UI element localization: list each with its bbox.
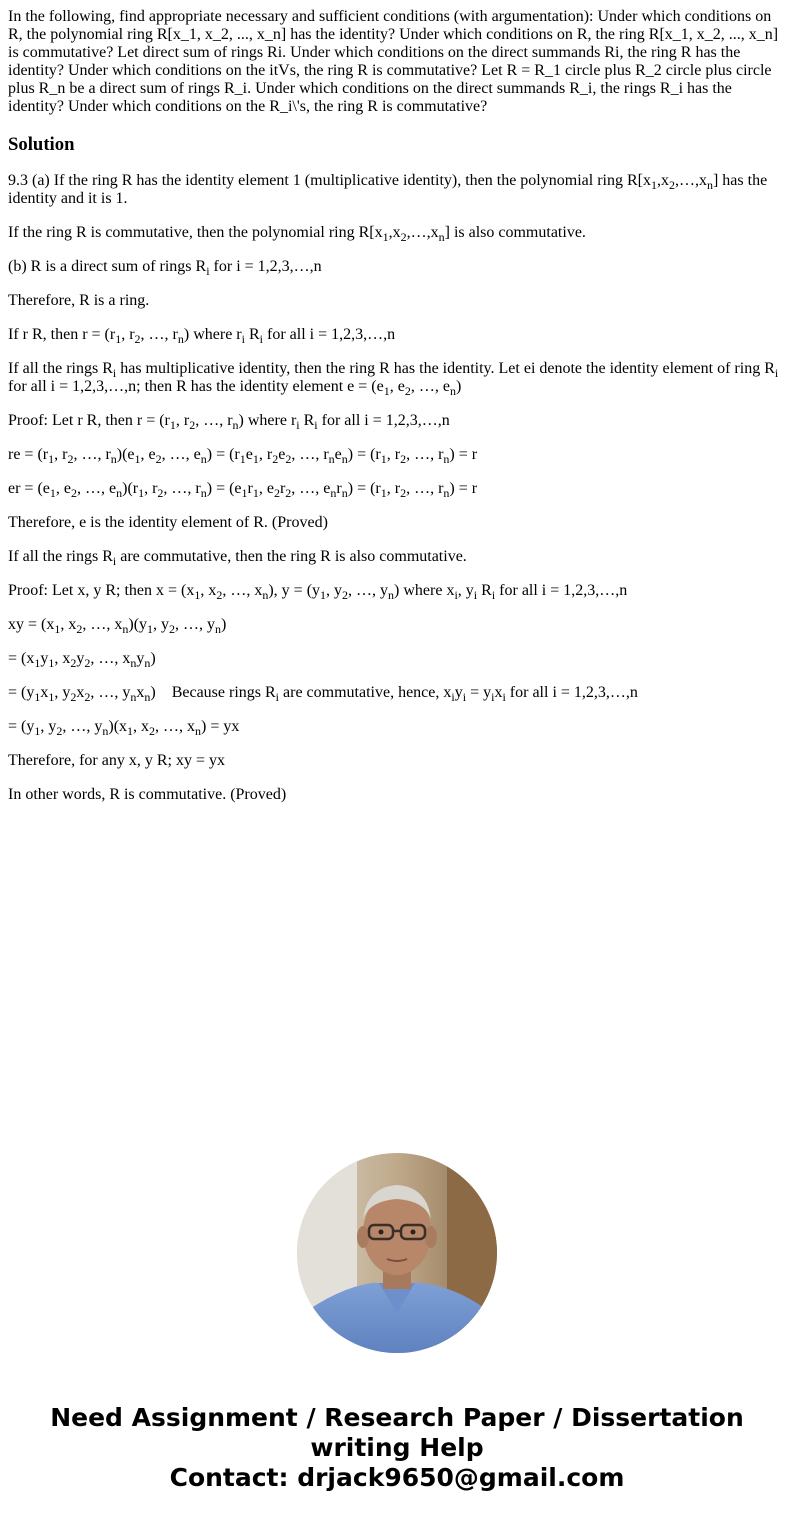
avatar bbox=[297, 1153, 497, 1353]
contact-email: Contact: drjack9650@gmail.com bbox=[169, 1463, 625, 1492]
promo-footer bbox=[0, 1403, 794, 1493]
document-body bbox=[8, 8, 786, 820]
promo-line: Need Assignment / Research Paper / Dissertation bbox=[50, 1403, 744, 1432]
solution-paragraph: In other words, R is commutative. (Proved) bbox=[8, 786, 287, 803]
solution-paragraph: Therefore, R is a ring. bbox=[8, 292, 150, 309]
promo-line: writing Help bbox=[310, 1433, 484, 1462]
solution-heading: Solution bbox=[8, 134, 75, 155]
solution-paragraph: xy = ($x_1$, $x_2$, …, $x_n)(y_1$, $y_2$, …, $y_n$) bbox=[8, 616, 227, 636]
solution-paragraph: Proof: Let r R, then $r = (r_1$, $r_2$, …, $r_n$) where $r_i$ $R_i$ for all i = 1,2,3,…,n bbox=[8, 412, 450, 432]
solution-paragraph: Therefore, for any x, y R; xy = yx bbox=[8, 752, 225, 769]
question-text: In the following, find appropriate necessary and sufficient conditions (with argumentation): Under which conditions on R, the polynomial ring R[x_1, x_2, ..., x_n] has the identity? Under which conditions on R, the ring R[x_1, x_2, ..., x_n] is commutative? Let direct sum of rings Ri. Under which conditions on the direct summands Ri, the ring R has the identity? Under which conditions on the itVs, the ring R is commutative? Let R = R_1 circle plus R_2 circle plus circle plus R_n be a direct sum of rings R_i. Under which conditions on the direct summands R_i, the rings R_i has the identity? Under which conditions on the R_i\'s, the ring R is commutative? bbox=[8, 8, 779, 115]
solution-paragraph: er = ($e_1$, $e_2$, …, $e_n)(r_1$, $r_2$, …, $r_n) = (e_1r_1$, $e_2r_2$, …, $e_nr_n) = (r_1$, $r_2$, …, $r_n) = r$ bbox=[8, 480, 478, 500]
solution-paragraph: If the ring R is commutative, then the polynomial ring $R[x_1,x_2,\dots,x_n]$ is also commutative. bbox=[8, 224, 586, 244]
solution-paragraph: = ($y_1x_1$, $y_2x_2$, …, $y_nx_n$) Because rings $R_i$ are commutative, hence, $x_iy_i = y_ix_i$ for all i = 1,2,3,…,n bbox=[8, 684, 638, 704]
solution-paragraph: If all the rings $R_i$ are commutative, then the ring R is also commutative. bbox=[8, 548, 467, 568]
solution-paragraph: If all the rings $R_i$ has multiplicative identity, then the ring R has the identity. Let ei denote the identity element of ring $R_i$ for all i = 1,2,3,…,n; then R has the identity element $e = (e_1$, $e_2$, …, $e_n$) bbox=[8, 360, 779, 398]
solution-paragraph: re = ($r_1$, $r_2$, …, $r_n)(e_1$, $e_2$, …, $e_n) = (r_1e_1$, $r_2e_2$, …, $r_ne_n) = (r_1$, $r_2$, …, $r_n) = r$ bbox=[8, 446, 478, 466]
solution-paragraph: 9.3 (a) If the ring R has the identity element 1 (multiplicative identity), then the polynomial ring $R[x_1,x_2,\dots,x_n]$ has the identity and it is 1. bbox=[8, 172, 768, 207]
solution-paragraph: = ($x_1y_1$, $x_2y_2$, …, $x_ny_n$) bbox=[8, 650, 156, 670]
solution-paragraph: Proof: Let x, y R; then $x = (x_1$, $x_2$, …, $x_n$), $y = (y_1$, $y_2$, …, $y_n$) where $x_i$, $y_i$ $R_i$ for all i = 1,2,3,…,n bbox=[8, 582, 628, 602]
solution-paragraph: = ($y_1$, $y_2$, …, $y_n)(x_1$, $x_2$, …, $x_n$) = yx bbox=[8, 718, 240, 738]
solution-paragraph: If r R, then $r = (r_1$, $r_2$, …, $r_n$) where $r_i$ $R_i$ for all i = 1,2,3,…,n bbox=[8, 326, 396, 346]
solution-paragraph: Therefore, e is the identity element of R. (Proved) bbox=[8, 514, 328, 531]
avatar-photo bbox=[297, 1153, 497, 1353]
solution-paragraph: (b) R is a direct sum of rings $R_i$ for i = 1,2,3,…,n bbox=[8, 258, 322, 278]
